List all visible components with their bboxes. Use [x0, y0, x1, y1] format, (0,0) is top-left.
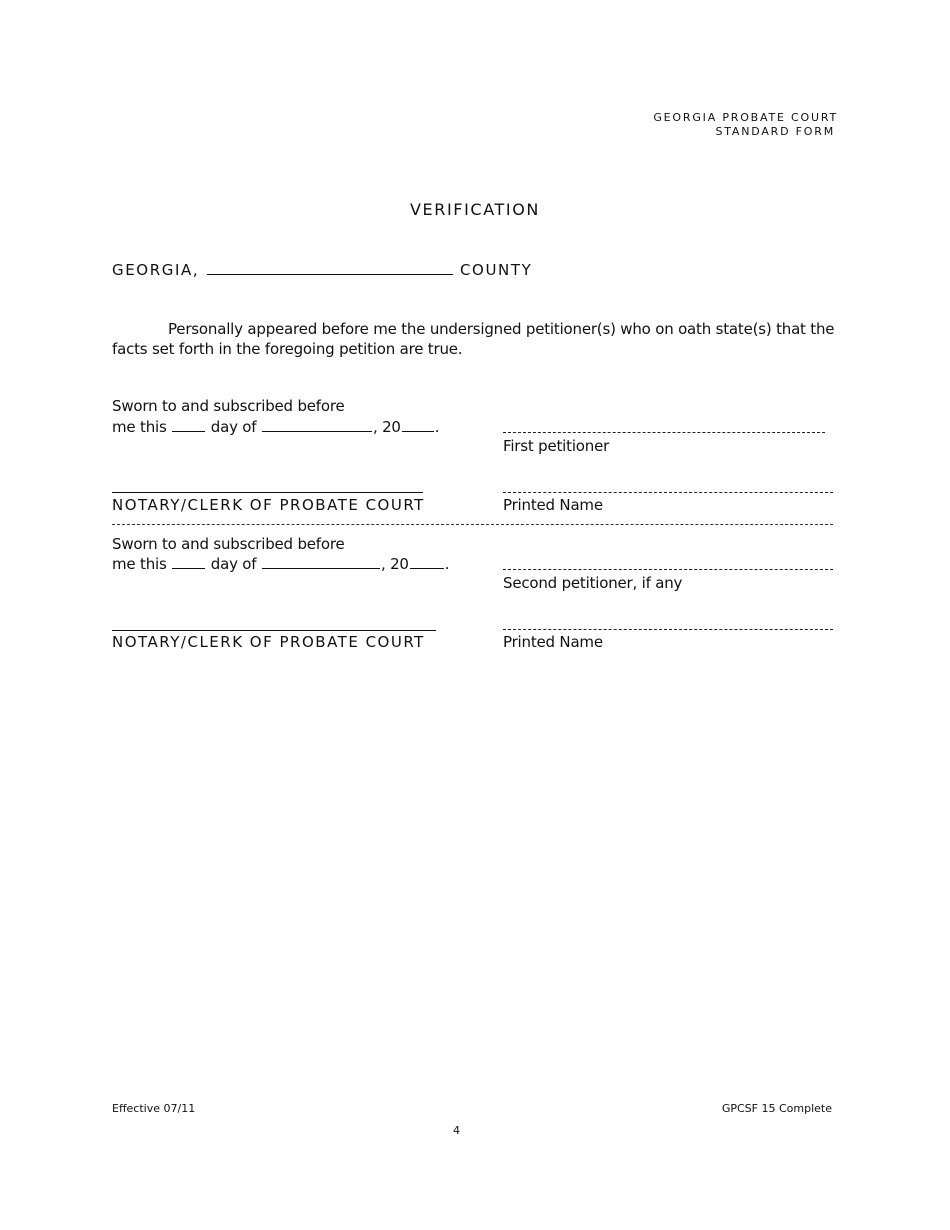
- printed-name-line-2[interactable]: [503, 629, 833, 630]
- oath-paragraph: [112, 319, 840, 359]
- printed-name-line-1[interactable]: [503, 492, 833, 493]
- form-id: GPCSF 15 Complete: [721, 1102, 832, 1115]
- year-field-2[interactable]: [410, 554, 444, 569]
- month-field-2[interactable]: [262, 554, 380, 569]
- day-field-2[interactable]: [172, 554, 205, 569]
- page-title: VERIFICATION: [410, 200, 540, 219]
- header-standard-form: STANDARD FORM: [715, 125, 835, 138]
- me-this-label: me this: [112, 555, 167, 573]
- notary-label-2: NOTARY/CLERK OF PROBATE COURT: [112, 633, 425, 651]
- day-field-1[interactable]: [172, 417, 205, 432]
- second-petitioner-label: Second petitioner, if any: [503, 574, 683, 592]
- date-line-1: [112, 417, 439, 436]
- day-of-label: day of: [210, 555, 257, 573]
- notary-signature-line-2[interactable]: [112, 630, 436, 631]
- sworn-line-1: Sworn to and subscribed before: [112, 397, 345, 415]
- date-line-2: [112, 554, 449, 573]
- effective-date: Effective 07/11: [112, 1102, 196, 1115]
- county-line: [112, 260, 532, 279]
- printed-name-label-2: Printed Name: [503, 633, 603, 651]
- day-of-label: day of: [210, 418, 257, 436]
- notary-signature-line-1[interactable]: [112, 492, 423, 493]
- page-number: 4: [453, 1124, 460, 1137]
- period: .: [444, 555, 450, 573]
- header-court: GEORGIA PROBATE COURT: [653, 111, 838, 124]
- county-label: COUNTY: [459, 261, 533, 279]
- form-header: [653, 111, 838, 138]
- first-petitioner-signature-line[interactable]: [503, 432, 825, 433]
- first-petitioner-label: First petitioner: [503, 437, 610, 455]
- month-field-1[interactable]: [262, 417, 372, 432]
- notary-label-1: NOTARY/CLERK OF PROBATE COURT: [112, 496, 425, 514]
- printed-name-label-1: Printed Name: [503, 496, 603, 514]
- sworn-line-2: Sworn to and subscribed before: [112, 535, 345, 553]
- me-this-label: me this: [112, 418, 167, 436]
- second-petitioner-signature-line[interactable]: [503, 569, 833, 570]
- section-separator: [112, 524, 833, 525]
- state-label: GEORGIA,: [112, 261, 200, 279]
- oath-text: Personally appeared before me the undersigned petitioner(s) who on oath state(s) that the facts set forth in the foregoing petition are true.: [112, 320, 835, 358]
- year-prefix: , 20: [372, 418, 401, 436]
- year-prefix: , 20: [380, 555, 409, 573]
- county-field[interactable]: [207, 260, 453, 275]
- period: .: [434, 418, 440, 436]
- year-field-1[interactable]: [402, 417, 434, 432]
